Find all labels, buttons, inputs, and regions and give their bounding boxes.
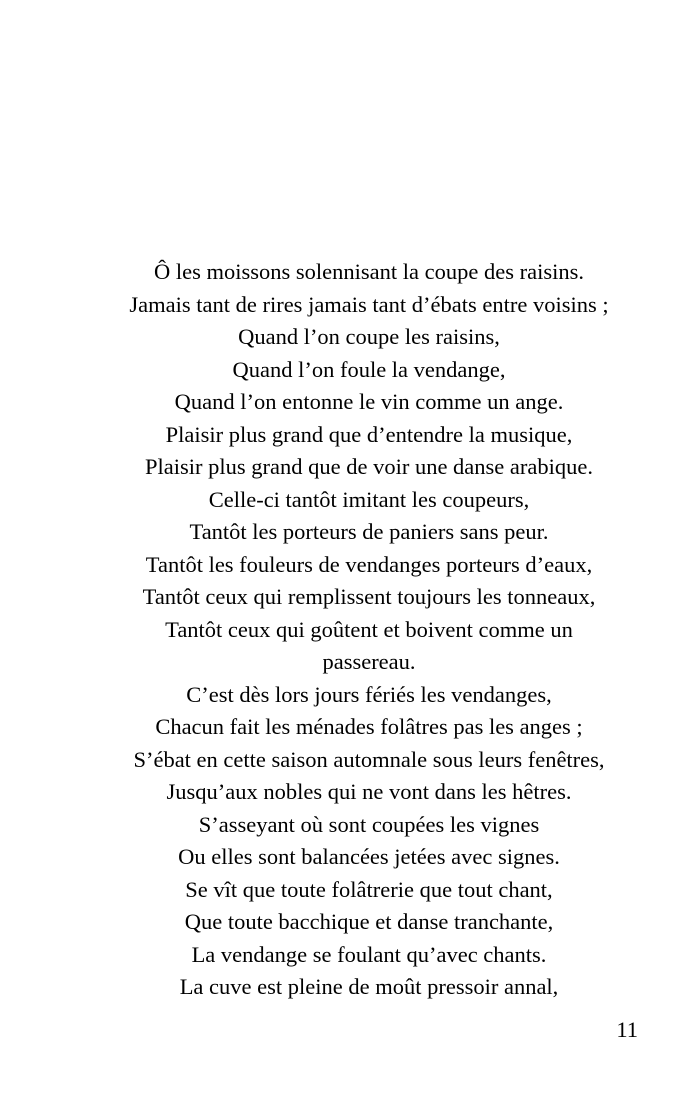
poem-line: C’est dès lors jours fériés les vendanges,	[186, 681, 552, 707]
poem-line: Quand l’on foule la vendange,	[232, 356, 506, 382]
poem-line: Tantôt les fouleurs de vendanges porteurs d’eaux,	[145, 551, 593, 577]
poem-line: Celle-ci tantôt imitant les coupeurs,	[208, 486, 530, 512]
page-number: 11	[616, 1017, 638, 1042]
poem-line: Ô les moissons solennisant la coupe des raisins.	[154, 259, 584, 284]
poem-line: Tantôt les porteurs de paniers sans peur.	[189, 519, 549, 544]
poem-line: Tantôt ceux qui remplissent toujours les tonneaux,	[142, 584, 596, 609]
poem-line: S’asseyant où sont coupées les vignes	[198, 811, 540, 837]
poem-line: passereau.	[322, 649, 416, 674]
poem-line: Chacun fait les ménades folâtres pas les anges ;	[155, 714, 583, 739]
poem-line: Tantôt ceux qui goûtent et boivent comme un	[165, 616, 573, 642]
poem-line: La cuve est pleine de moût pressoir annal,	[179, 974, 559, 999]
poem-line: Que toute bacchique et danse tranchante,	[184, 909, 554, 934]
poem-line: Jamais tant de rires jamais tant d’ébats entre voisins ;	[129, 291, 609, 317]
poem-line: Quand l’on coupe les raisins,	[238, 324, 500, 349]
poem-line: Plaisir plus grand que d’entendre la musique,	[165, 421, 573, 447]
poem-line: Jusqu’aux nobles qui ne vont dans les hêtres.	[166, 779, 572, 804]
poem-line: S’ébat en cette saison automnale sous leurs fenêtres,	[133, 746, 605, 772]
poem-line: Plaisir plus grand que de voir une danse arabique.	[144, 454, 593, 479]
poem-line: Ou elles sont balancées jetées avec signes.	[178, 844, 560, 869]
poem-line: Quand l’on entonne le vin comme un ange.	[174, 389, 564, 414]
poem-line: La vendange se foulant qu’avec chants.	[191, 941, 547, 967]
poem-text	[0, 256, 700, 1004]
poem-block	[0, 256, 700, 1004]
poem-line: Se vît que toute folâtrerie que tout chant,	[185, 876, 553, 902]
